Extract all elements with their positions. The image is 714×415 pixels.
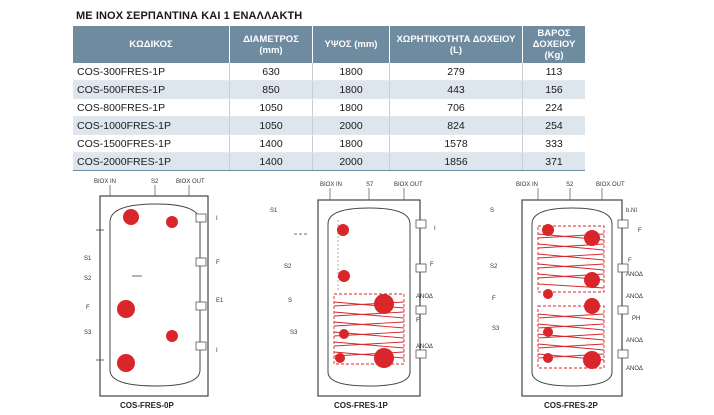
diagram-label: I (434, 226, 436, 232)
column-header-weight: ΒΑΡΟΣ ΔΟΧΕΙΟΥ (Kg) (523, 26, 586, 63)
connection-icon (542, 224, 554, 236)
cell-weight: 113 (523, 63, 586, 81)
diagram-label: S (490, 208, 495, 214)
diagram-caption: COS-FRES-2P (544, 401, 598, 410)
diagram-label: BIOX OUT (596, 182, 625, 188)
diagram-caption: COS-FRES-1P (334, 401, 388, 410)
cell-weight: 156 (523, 81, 586, 99)
connection-icon (335, 353, 345, 363)
cell-weight: 224 (523, 99, 586, 117)
connection-icon (374, 294, 394, 314)
diagram-label: ΑΝΟΔ (626, 366, 643, 372)
page-title: ΜΕ ΙΝΟΧ ΣΕΡΠΑΝΤΙΝΑ ΚΑΙ 1 ΕΝΑΛΛΑΚΤΗ (76, 10, 303, 22)
cell-height: 1800 (313, 63, 390, 81)
diagram-caption: COS-FRES-0P (120, 401, 174, 410)
cell-weight: 254 (523, 117, 586, 135)
cell-diameter: 1400 (230, 135, 313, 153)
product-spec-table (73, 26, 585, 171)
cell-height: 2000 (313, 117, 390, 135)
diagram-label: ΑΝΟΔ (416, 294, 433, 300)
connection-icon (584, 230, 600, 246)
diagram-label: F (638, 228, 642, 234)
cell-weight: 333 (523, 135, 586, 153)
cell-code: COS-800FRES-1P (73, 99, 230, 117)
diagram-label: F (430, 262, 434, 268)
cell-height: 1800 (313, 81, 390, 99)
connection-icon (583, 351, 601, 369)
diagram-label: S2 (284, 264, 292, 270)
connection-icon (339, 329, 349, 339)
cell-diameter: 630 (230, 63, 313, 81)
table-row (73, 81, 585, 99)
cell-code: COS-500FRES-1P (73, 81, 230, 99)
connection-icon (543, 353, 553, 363)
diagram-label: S3 (84, 330, 92, 336)
cell-diameter: 1400 (230, 153, 313, 171)
diagram-label: ΑΝΟΔ (416, 344, 433, 350)
diagram-label: F (492, 296, 496, 302)
column-header-capacity: ΧΩΡΗΤΙΚΟΤΗΤΑ ΔΟΧΕΙΟΥ (L) (390, 26, 523, 63)
connection-icon (166, 330, 178, 342)
diagram-label: BIOX OUT (176, 179, 205, 185)
diagram-label: E1 (216, 298, 224, 304)
table-row (73, 135, 585, 153)
connection-icon (543, 289, 553, 299)
tank-diagram-2p (486, 172, 676, 415)
diagram-label: S1 (84, 256, 92, 262)
diagram-label: S2 (566, 182, 574, 188)
cell-capacity: 443 (390, 81, 523, 99)
table-row (73, 63, 585, 81)
connection-icon (584, 272, 600, 288)
diagram-label: F (216, 260, 220, 266)
diagram-label: S3 (290, 330, 298, 336)
connection-icon (584, 298, 600, 314)
connection-icon (117, 354, 135, 372)
diagram-label: F (416, 318, 420, 324)
table-header-row (73, 26, 585, 63)
table-row (73, 117, 585, 135)
diagram-label: ΑΝΟΔ (626, 272, 643, 278)
connection-icon (374, 348, 394, 368)
diagram-label: S3 (492, 326, 500, 332)
column-header-diameter: ΔΙΑΜΕΤΡΟΣ (mm) (230, 26, 313, 63)
cell-capacity: 824 (390, 117, 523, 135)
diagram-label: PH (632, 316, 641, 322)
cell-weight: 371 (523, 153, 586, 171)
diagram-label: BIOX OUT (394, 182, 423, 188)
cell-height: 1800 (313, 99, 390, 117)
tank-diagram-0p (76, 172, 236, 415)
cell-capacity: 706 (390, 99, 523, 117)
diagram-label: F (86, 305, 90, 311)
diagram-label: ΑΝΟΔ (626, 294, 643, 300)
cell-height: 1800 (313, 135, 390, 153)
connection-icon (338, 270, 350, 282)
diagram-label: S7 (366, 182, 374, 188)
cell-capacity: 1578 (390, 135, 523, 153)
diagram-label: S2 (151, 179, 159, 185)
cell-capacity: 1856 (390, 153, 523, 171)
table-row (73, 99, 585, 117)
cell-code: COS-1500FRES-1P (73, 135, 230, 153)
diagram-label: ΑΝΟΔ (626, 338, 643, 344)
diagram-label: F (628, 258, 632, 264)
connection-icon (117, 300, 135, 318)
diagram-label: S (288, 298, 293, 304)
connection-icon (337, 224, 349, 236)
table-row (73, 153, 585, 171)
cell-diameter: 1050 (230, 99, 313, 117)
diagram-label: b.NI (626, 208, 638, 214)
cell-code: COS-2000FRES-1P (73, 153, 230, 171)
connection-icon (166, 216, 178, 228)
cell-diameter: 1050 (230, 117, 313, 135)
cell-code: COS-300FRES-1P (73, 63, 230, 81)
diagram-label: S2 (84, 276, 92, 282)
diagram-label: S2 (490, 264, 498, 270)
connection-icon (543, 327, 553, 337)
diagram-label: BIOX IN (320, 182, 343, 188)
connection-icon (123, 209, 139, 225)
tank-diagram-1p (268, 172, 448, 415)
cell-capacity: 279 (390, 63, 523, 81)
cell-code: COS-1000FRES-1P (73, 117, 230, 135)
column-header-code: ΚΩΔΙΚΟΣ (73, 26, 230, 63)
diagram-label: I (216, 348, 218, 354)
cell-height: 2000 (313, 153, 390, 171)
diagram-label: S1 (270, 208, 278, 214)
cell-diameter: 850 (230, 81, 313, 99)
diagram-label: I (216, 216, 218, 222)
column-header-height: ΥΨΟΣ (mm) (313, 26, 390, 63)
diagram-label: BIOX IN (94, 179, 117, 185)
diagram-label: BIOX IN (516, 182, 539, 188)
